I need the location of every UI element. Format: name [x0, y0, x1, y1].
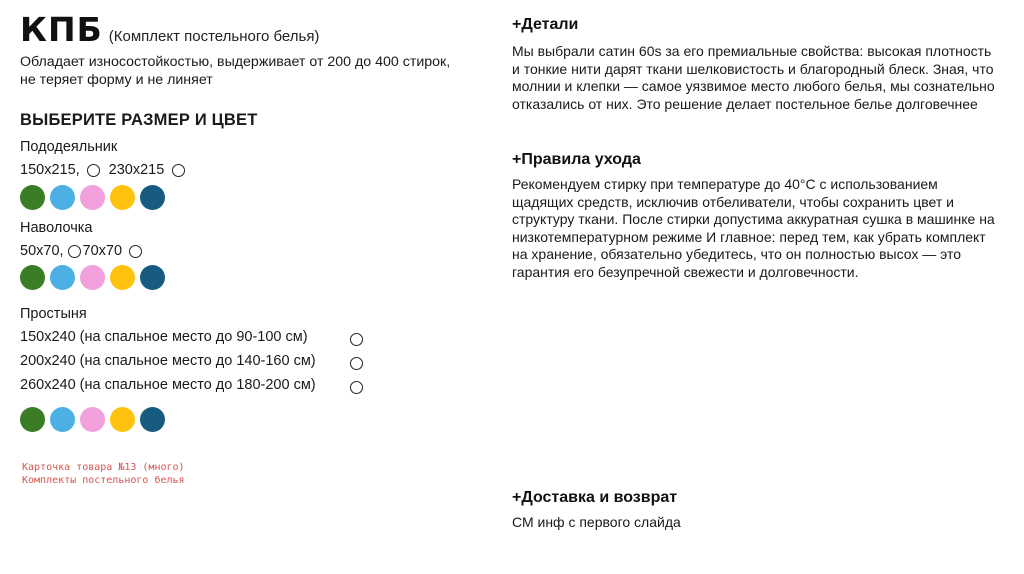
duvet-color-dark-blue[interactable]	[140, 185, 165, 210]
sheet-label: Простыня	[20, 306, 87, 322]
duvet-color-swatches	[20, 185, 165, 210]
duvet-size-150x215-label: 150x215,	[20, 162, 80, 178]
product-full-name: (Комплект постельного белья)	[108, 28, 320, 45]
details-text: Мы выбрали сатин 60s за его премиальные свойства: высокая плотность и тонкие нити дарят ткани шелковистость и благородный блеск. Зная, что молнии и клепки — самое уязвимое место любого белья, мы сознательно отказались от них. Это решение делает постельное белье долговечнее	[512, 43, 995, 112]
sheet-size-200x240-label: 200x240 (на спальное место до 140-160 см)	[20, 353, 316, 369]
duvet-size-230x215-label: 230x215	[108, 162, 165, 178]
sheet-color-dark-blue[interactable]	[140, 407, 165, 432]
duvet-color-yellow[interactable]	[110, 185, 135, 210]
selection-heading: ВЫБЕРИТЕ РАЗМЕР И ЦВЕТ	[20, 111, 258, 129]
pillowcase-size-50x70-label: 50x70,	[20, 243, 64, 259]
care-toggle[interactable]: +Правила ухода	[512, 151, 641, 168]
duvet-size-options	[20, 162, 185, 178]
product-title	[20, 10, 319, 49]
duvet-size-230x215-radio[interactable]	[172, 164, 185, 177]
card-note-line-1: Карточка товара №13 (много)	[22, 462, 185, 473]
card-note	[22, 461, 185, 487]
pillowcase-size-50x70-radio[interactable]	[68, 245, 81, 258]
pillowcase-label: Наволочка	[20, 220, 93, 236]
care-text: Рекомендуем стирку при температуре до 40°С с использованием щадящих средств, исключив отбеливатели, чтобы сохранить цвет и структуру ткани. После стирки допустима аккуратная сушка в машинке на низкотемпературном режиме И главное: перед тем, как убрать комплект на хранение, обязательно убедитесь, что он полностью высох — это гарантия его безупречной свежести и долговечности.	[512, 176, 995, 280]
sheet-color-green[interactable]	[20, 407, 45, 432]
sheet-color-pink[interactable]	[80, 407, 105, 432]
pillowcase-color-swatches	[20, 265, 165, 290]
pillowcase-color-pink[interactable]	[80, 265, 105, 290]
product-description: Обладает износостойкостью, выдерживает от 200 до 400 стирок, не теряет форму и не линяет	[20, 54, 451, 88]
pillowcase-color-dark-blue[interactable]	[140, 265, 165, 290]
delivery-toggle[interactable]: +Доставка и возврат	[512, 489, 678, 506]
sheet-size-260x240-radio[interactable]	[350, 381, 363, 394]
pillowcase-color-light-blue[interactable]	[50, 265, 75, 290]
sheet-size-150x240-label: 150x240 (на спальное место до 90-100 см)	[20, 329, 308, 345]
duvet-label: Пододеяльник	[20, 139, 118, 155]
sheet-size-150x240-radio[interactable]	[350, 333, 363, 346]
duvet-color-light-blue[interactable]	[50, 185, 75, 210]
duvet-color-green[interactable]	[20, 185, 45, 210]
pillowcase-color-green[interactable]	[20, 265, 45, 290]
duvet-color-pink[interactable]	[80, 185, 105, 210]
delivery-text: СМ инф с первого слайда	[512, 514, 681, 530]
sheet-size-260x240-label: 260x240 (на спальное место до 180-200 см)	[20, 377, 316, 393]
sheet-color-light-blue[interactable]	[50, 407, 75, 432]
sheet-color-yellow[interactable]	[110, 407, 135, 432]
duvet-size-150x215-radio[interactable]	[87, 164, 100, 177]
pillowcase-color-yellow[interactable]	[110, 265, 135, 290]
pillowcase-size-options	[20, 243, 142, 259]
product-short-name: КПБ	[20, 10, 103, 49]
card-note-line-2: Комплекты постельного белья	[22, 475, 185, 486]
pillowcase-size-70x70-radio[interactable]	[129, 245, 142, 258]
sheet-color-swatches	[20, 407, 165, 432]
sheet-size-200x240-radio[interactable]	[350, 357, 363, 370]
pillowcase-size-70x70-label: 70x70	[82, 243, 123, 259]
details-toggle[interactable]: +Детали	[512, 16, 579, 33]
